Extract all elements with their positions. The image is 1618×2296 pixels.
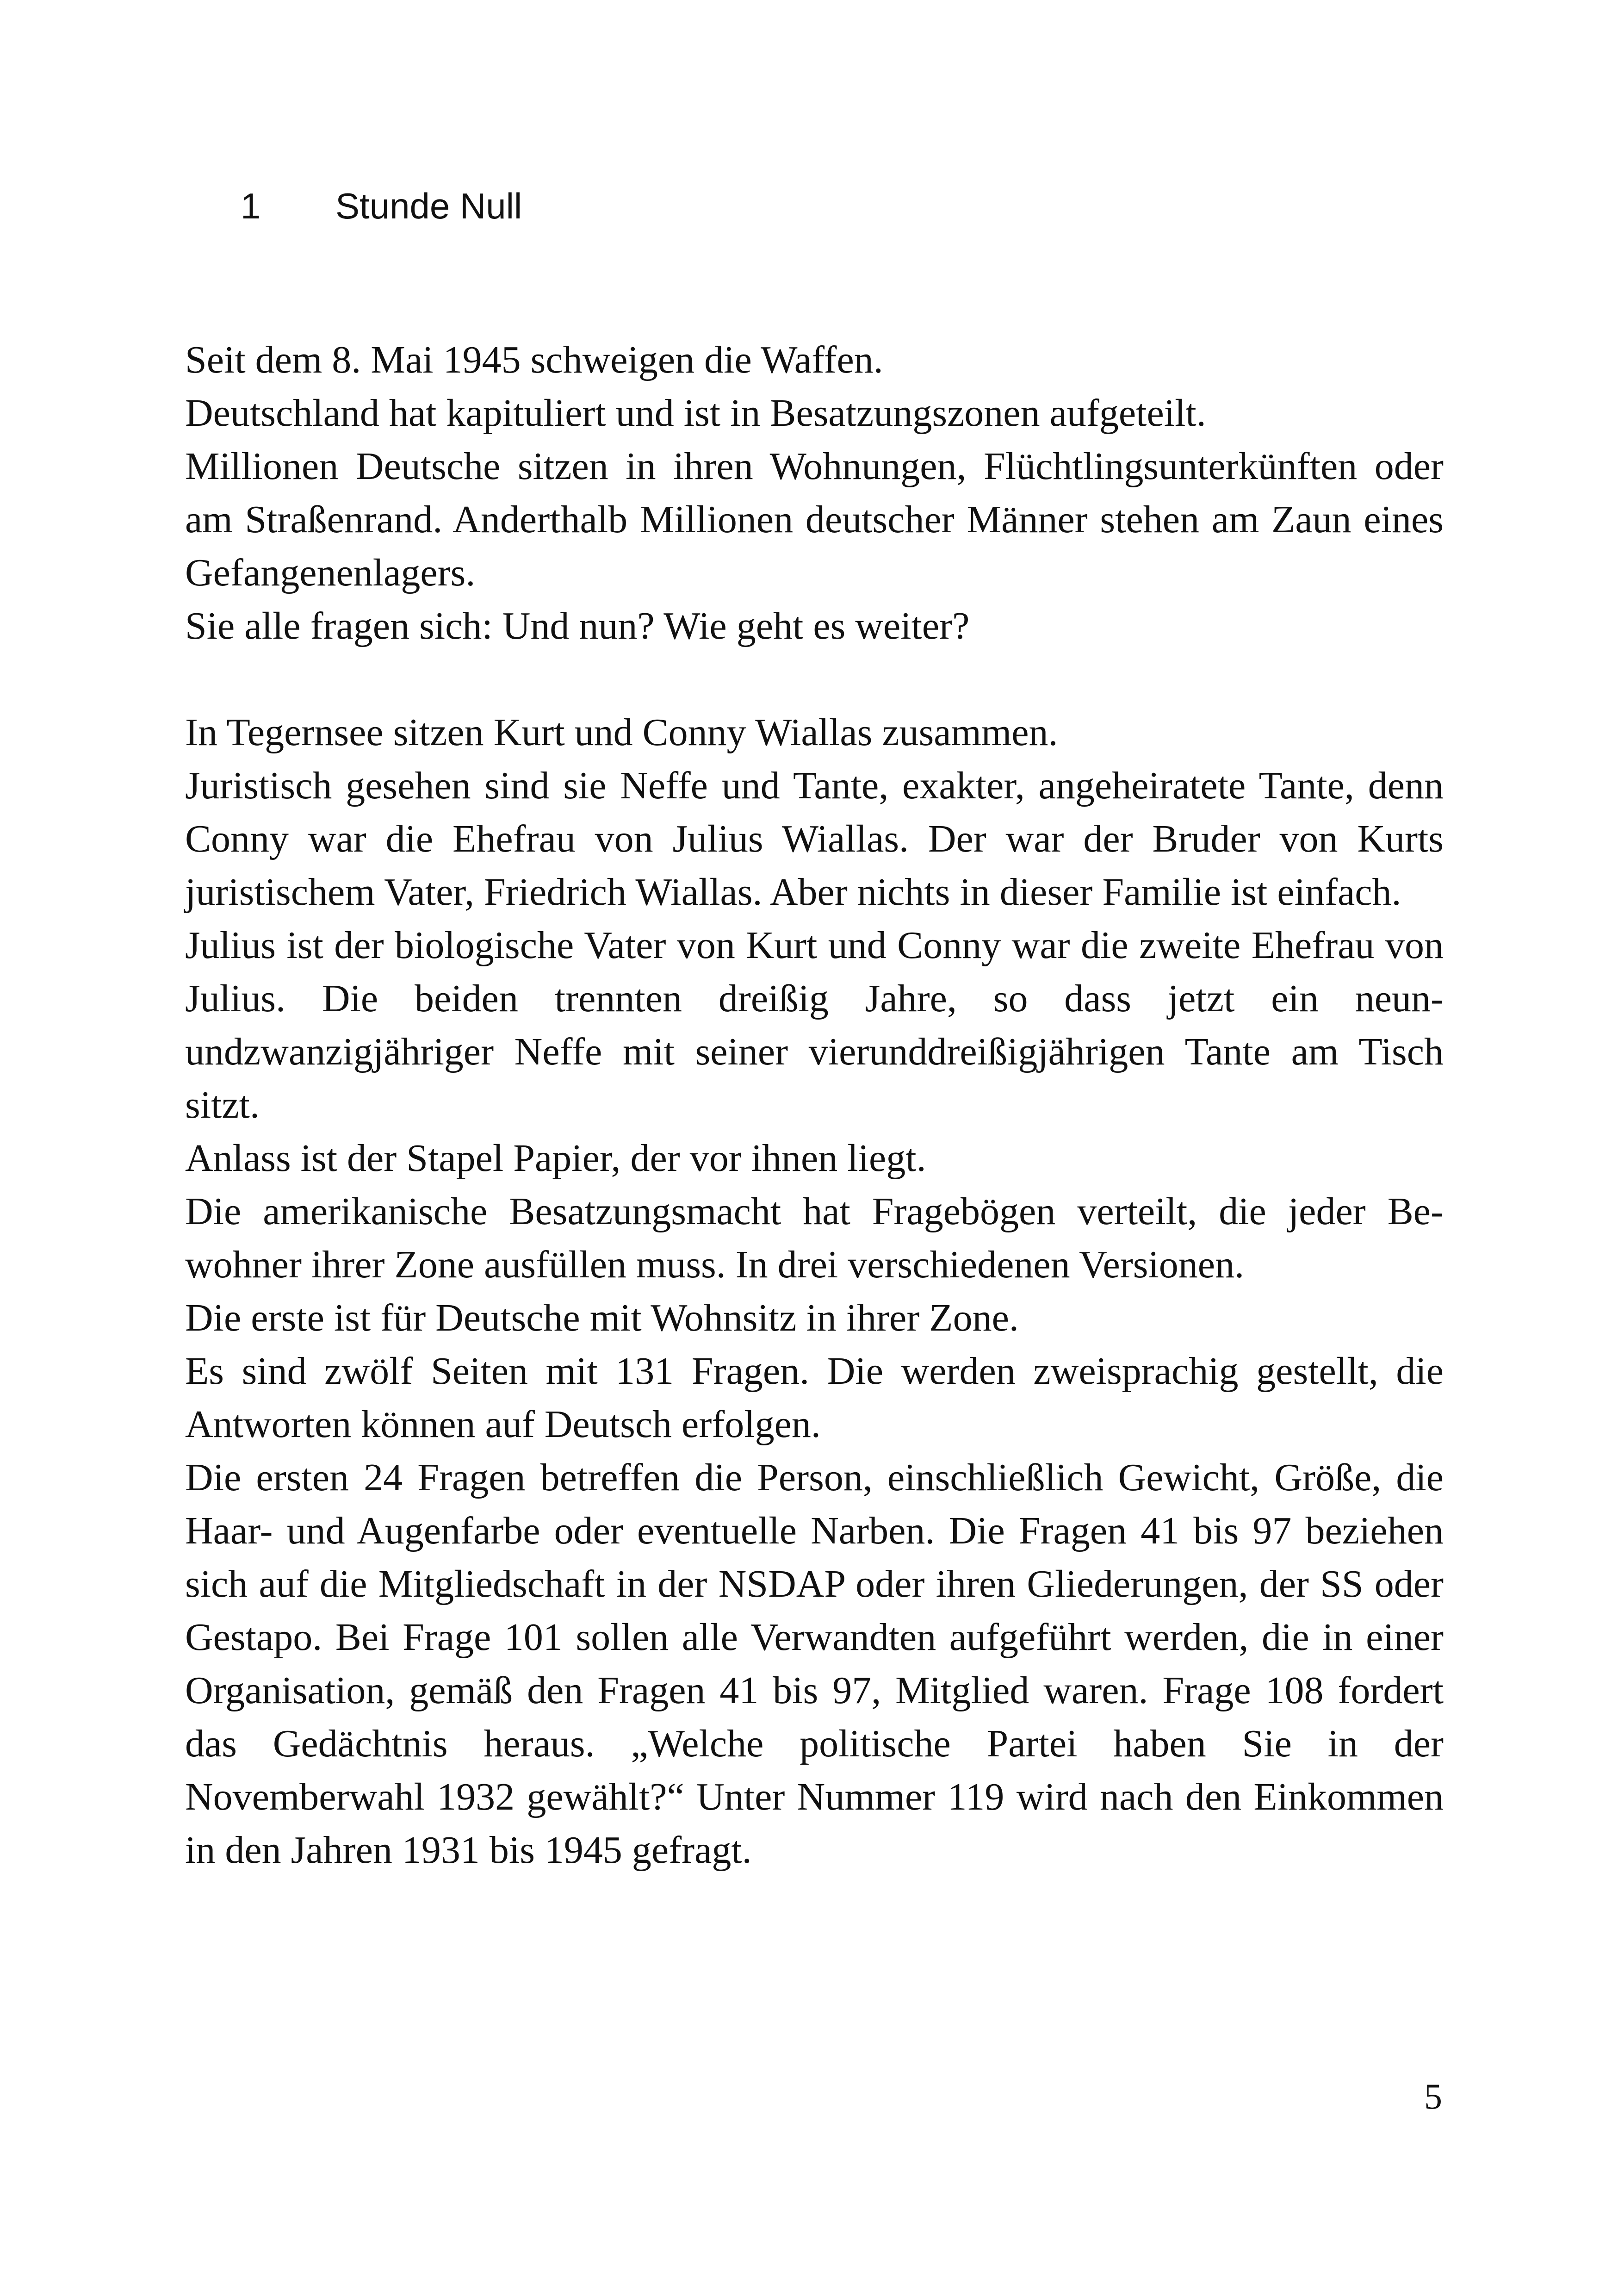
paragraph: Juristisch gesehen sind sie Neffe und Tante, exakter, angeheiratete Tante, denn Conny war die Ehefrau von Julius Wiallas. Der war der Bruder von Kurts juristischem Vater, Friedrich Wiallas. Aber nichts in dieser Familie ist einfach. — [185, 764, 1444, 914]
chapter-number: 1 — [241, 186, 261, 226]
body-text — [185, 333, 1444, 1877]
paragraph: Es sind zwölf Seiten mit 131 Fragen. Die werden zweisprachig gestellt, die Antworten können auf Deutsch erfolgen. — [185, 1350, 1444, 1446]
paragraph: Julius ist der biologische Vater von Kurt und Conny war die zweite Ehefrau von Julius. Die beiden trennten dreißig Jahre, so dass jetzt ein neunundzwanzigjähriger Neffe mit seiner vierunddreißigjährigen Tante am Tisch sitzt. — [185, 924, 1444, 1126]
paragraph: Seit dem 8. Mai 1945 schweigen die Waffen. — [185, 338, 883, 381]
chapter-title: Stunde Null — [335, 186, 522, 226]
paragraph: Die ersten 24 Fragen betreffen die Person, einschließlich Gewicht, Größe, die Haar- und Augenfarbe oder eventuelle Narben. Die Fragen 41 bis 97 beziehen sich auf die Mitgliedschaft in der NSDAP oder ihren Gliederungen, der SS oder Gestapo. Bei Frage 101 sollen alle Verwandten aufgeführt werden, die in einer Organisation, gemäß den Fragen 41 bis 97, Mitglied waren. Frage 108 fordert das Gedächtnis heraus. „Welche politische Partei haben Sie in der Novemberwahl 1932 gewählt?“ Unter Nummer 119 wird nach den Einkommen in den Jahren 1931 bis 1945 gefragt. — [185, 1456, 1444, 1872]
paragraph: Deutschland hat kapituliert und ist in Besatzungszonen aufgeteilt. — [185, 392, 1206, 435]
page-number: 5 — [1424, 2076, 1442, 2116]
paragraph: Die amerikanische Besatzungsmacht hat Fragebögen verteilt, die jeder Bewohner ihrer Zone ausfüllen muss. In drei verschiedenen Versionen. — [185, 1190, 1444, 1286]
paragraph-gap — [185, 653, 1444, 706]
paragraph: Millionen Deutsche sitzen in ihren Wohnungen, Flüchtlingsunterkünften oder am Straßenrand. Anderthalb Millionen deutscher Männer stehen am Zaun eines Gefangenenlagers. — [185, 445, 1444, 594]
paragraph: Die erste ist für Deutsche mit Wohnsitz in ihrer Zone. — [185, 1296, 1019, 1339]
paragraph: Anlass ist der Stapel Papier, der vor ihnen liegt. — [185, 1137, 926, 1180]
chapter-heading — [241, 183, 522, 229]
paragraph: Sie alle fragen sich: Und nun? Wie geht es weiter? — [185, 604, 970, 647]
paragraph: In Tegernsee sitzen Kurt und Conny Wiallas zusammen. — [185, 711, 1058, 754]
